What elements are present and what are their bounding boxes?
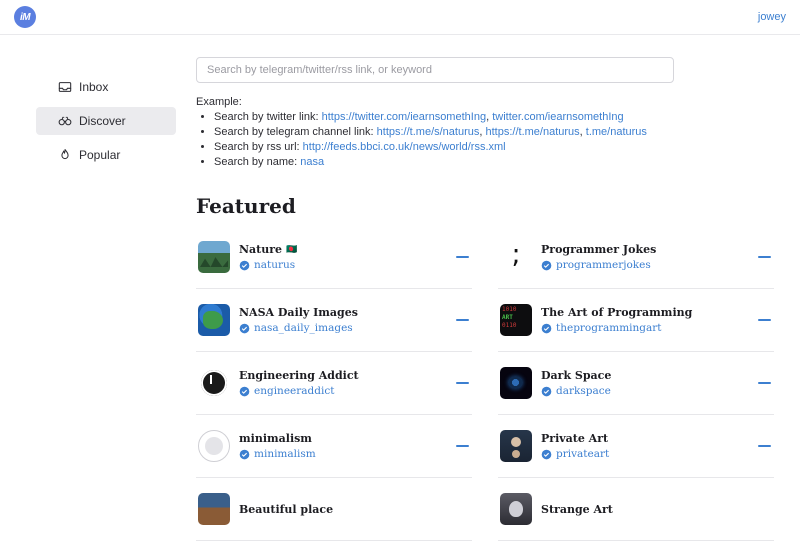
channel-info — [541, 306, 747, 334]
avatar — [198, 304, 230, 336]
channel-handle: theprogrammingart — [556, 322, 662, 334]
channel-info — [541, 243, 747, 271]
verified-badge-icon — [541, 323, 552, 334]
channel-name: Nature — [239, 243, 283, 256]
sidebar-item-discover[interactable] — [36, 107, 176, 135]
example-link[interactable]: https://twitter.com/iearnsomethIng — [321, 111, 487, 123]
table-row[interactable] — [196, 226, 472, 289]
channel-name-row — [541, 369, 747, 382]
minus-icon — [456, 445, 469, 448]
sidebar-item-label: Discover — [79, 114, 126, 128]
avatar — [500, 367, 532, 399]
app-logo-icon[interactable]: iM — [14, 6, 36, 28]
example-link[interactable]: t.me/naturus — [585, 126, 647, 138]
channel-name-row — [541, 306, 747, 319]
channel-name-row — [541, 432, 747, 445]
example-prefix: Search by rss url: — [214, 141, 303, 153]
body-container — [0, 35, 800, 516]
channel-handle-row — [239, 259, 445, 271]
channel-handle: minimalism — [254, 448, 316, 460]
channel-name-row — [541, 243, 747, 256]
unsubscribe-button[interactable] — [756, 312, 772, 328]
table-row[interactable] — [196, 289, 472, 352]
example-link[interactable]: http://feeds.bbci.co.uk/news/world/rss.xml — [302, 141, 506, 153]
channel-handle: engineeraddict — [254, 385, 335, 397]
example-title: Example: — [196, 96, 242, 108]
channel-info — [239, 243, 445, 271]
channel-name: Strange Art — [541, 502, 613, 516]
list-item — [214, 125, 774, 140]
separator: , — [479, 126, 486, 138]
sidebar-item-label: Inbox — [79, 80, 109, 94]
channel-handle-row — [541, 259, 747, 271]
inbox-icon — [58, 80, 72, 94]
avatar — [500, 493, 532, 525]
page-title: Featured — [196, 194, 296, 218]
separator: , — [486, 111, 493, 123]
channel-handle: privateart — [556, 448, 610, 460]
minus-icon — [758, 319, 771, 322]
verified-badge-icon — [239, 449, 250, 460]
channel-info — [541, 369, 747, 397]
verified-badge-icon — [239, 323, 250, 334]
channel-name-row — [541, 503, 772, 516]
table-row[interactable] — [498, 289, 774, 352]
example-prefix: Search by name: — [214, 156, 301, 168]
channel-name-row — [239, 503, 470, 516]
channel-handle-row — [541, 322, 747, 334]
search-input[interactable] — [196, 57, 674, 83]
channel-name: Programmer Jokes — [541, 243, 657, 256]
channel-handle-row — [541, 448, 747, 460]
channel-handle-row — [239, 322, 445, 334]
channel-handle: naturus — [254, 259, 296, 271]
example-link[interactable]: https://t.me/naturus — [485, 126, 580, 138]
main-content — [188, 35, 800, 516]
channel-handle-row — [239, 385, 445, 397]
gear-icon — [201, 370, 227, 396]
channel-info — [541, 503, 772, 516]
unsubscribe-button[interactable] — [454, 375, 470, 391]
list-item — [214, 110, 774, 125]
channel-handle: nasa_daily_images — [254, 322, 353, 334]
channel-name: minimalism — [239, 432, 312, 445]
example-help-block — [196, 96, 774, 170]
semicolon-glyph: ; — [511, 238, 521, 270]
unsubscribe-button[interactable] — [454, 438, 470, 454]
channel-name: NASA Daily Images — [239, 306, 358, 319]
channel-info — [541, 432, 747, 460]
sidebar-item-popular[interactable] — [36, 141, 176, 169]
unsubscribe-button[interactable] — [756, 375, 772, 391]
sidebar-item-label: Popular — [79, 148, 121, 162]
verified-badge-icon — [239, 260, 250, 271]
channel-name: Dark Space — [541, 369, 612, 382]
top-bar — [0, 0, 800, 35]
unsubscribe-button[interactable] — [454, 249, 470, 265]
avatar — [198, 430, 230, 462]
avatar — [198, 241, 230, 273]
channel-handle: darkspace — [556, 385, 611, 397]
unsubscribe-button[interactable] — [454, 312, 470, 328]
channel-name: Beautiful place — [239, 502, 334, 516]
table-row[interactable] — [498, 352, 774, 415]
table-row[interactable] — [196, 478, 472, 541]
list-item — [214, 140, 774, 155]
table-row[interactable] — [498, 415, 774, 478]
avatar — [500, 430, 532, 462]
channel-name-row — [239, 432, 445, 445]
table-row[interactable] — [196, 352, 472, 415]
sidebar — [0, 35, 188, 479]
table-row[interactable] — [498, 478, 774, 541]
example-link[interactable]: twitter.com/iearnsomethIng — [492, 111, 624, 123]
unsubscribe-button[interactable] — [756, 249, 772, 265]
minus-icon — [456, 382, 469, 385]
fire-icon — [58, 148, 72, 162]
channel-name-row — [239, 369, 445, 382]
avatar — [500, 304, 532, 336]
channel-name: The Art of Programming — [541, 306, 693, 319]
channel-handle-row — [541, 385, 747, 397]
example-list — [196, 110, 774, 170]
binoculars-icon — [58, 114, 72, 128]
channel-name-row — [239, 306, 445, 319]
flag-icon: 🇧🇩 — [286, 244, 298, 255]
channel-handle-row — [239, 448, 445, 460]
channel-info — [239, 432, 445, 460]
channel-name: Engineering Addict — [239, 369, 359, 382]
minus-icon — [758, 445, 771, 448]
verified-badge-icon — [239, 386, 250, 397]
minus-icon — [456, 319, 469, 322]
separator: , — [579, 126, 586, 138]
unsubscribe-button[interactable] — [756, 438, 772, 454]
sidebar-item-inbox[interactable] — [36, 73, 176, 101]
example-prefix: Search by telegram channel link: — [214, 126, 377, 138]
list-item — [214, 155, 774, 170]
verified-badge-icon — [541, 386, 552, 397]
avatar — [198, 493, 230, 525]
channel-info — [239, 306, 445, 334]
featured-channel-grid — [196, 226, 774, 541]
verified-badge-icon — [541, 449, 552, 460]
table-row[interactable] — [498, 226, 774, 289]
minus-icon — [456, 256, 469, 259]
channel-info — [239, 369, 445, 397]
channel-info — [239, 503, 470, 516]
example-prefix: Search by twitter link: — [214, 111, 322, 123]
channel-name-row — [239, 243, 445, 256]
example-link[interactable]: nasa — [300, 156, 325, 168]
verified-badge-icon — [541, 260, 552, 271]
table-row[interactable] — [196, 415, 472, 478]
avatar — [198, 367, 230, 399]
channel-name: Private Art — [541, 432, 609, 445]
code-texture: 1010 ART 0110 — [502, 306, 517, 329]
channel-handle: programmerjokes — [556, 259, 651, 271]
user-account-link[interactable]: jowey — [757, 11, 786, 23]
avatar — [500, 238, 532, 273]
minus-icon — [758, 382, 771, 385]
example-link[interactable]: https://t.me/s/naturus — [376, 126, 480, 138]
minus-icon — [758, 256, 771, 259]
